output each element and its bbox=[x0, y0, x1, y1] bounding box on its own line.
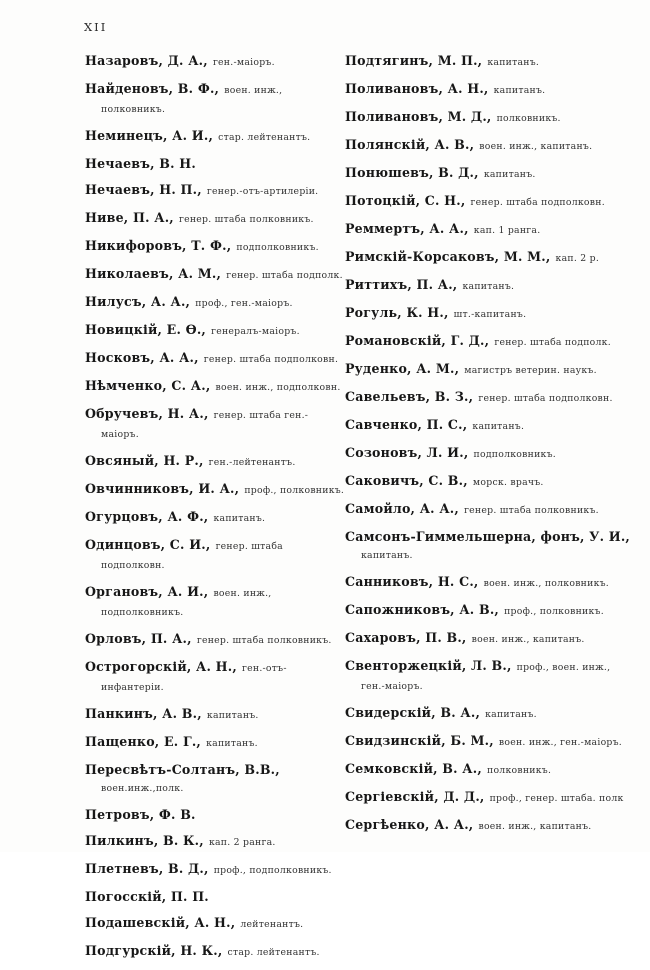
entry-rank: воен. инж., подполковн. bbox=[215, 382, 341, 393]
directory-entry bbox=[345, 732, 634, 751]
entry-name: Санниковъ, Н. С., bbox=[345, 574, 479, 589]
entry-rank: проф., полковникъ. bbox=[244, 485, 345, 496]
entry-name: Самойло, А. А., bbox=[345, 501, 459, 516]
entry-rank: генер. штаба подполковн. bbox=[101, 541, 283, 571]
page-number: XII bbox=[84, 20, 108, 34]
directory-entry bbox=[85, 583, 345, 621]
entry-name: Свидерскій, В. А., bbox=[345, 705, 481, 720]
entry-rank: генер. штаба подполк. bbox=[494, 337, 611, 348]
directory-entry bbox=[345, 816, 634, 835]
directory-entry bbox=[85, 155, 345, 172]
entry-name: Нечаевъ, Н. П., bbox=[85, 182, 202, 197]
entry-rank: ген.-маіоръ. bbox=[212, 57, 275, 68]
directory-entry bbox=[345, 52, 634, 71]
entry-name: Потоцкій, С. Н., bbox=[345, 193, 466, 208]
directory-entry bbox=[345, 276, 634, 295]
directory-entry bbox=[85, 377, 345, 396]
entry-name: Полянскій, А. В., bbox=[345, 137, 475, 152]
entry-name: Ниве, П. А., bbox=[85, 210, 174, 225]
entry-rank: капитанъ. bbox=[472, 421, 525, 432]
directory-entry bbox=[85, 942, 345, 961]
entry-name: Плетневъ, В. Д., bbox=[85, 861, 209, 876]
directory-entry bbox=[85, 705, 345, 724]
entry-rank: стар. лейтенантъ. bbox=[218, 132, 311, 143]
entry-rank: генер. штаба ген.-маіоръ. bbox=[101, 410, 309, 440]
directory-entry bbox=[85, 658, 345, 696]
directory-entry bbox=[85, 265, 345, 284]
entry-rank: полковникъ. bbox=[487, 765, 552, 776]
directory-entry bbox=[85, 630, 345, 649]
directory-entry bbox=[345, 332, 634, 351]
entry-name: Созоновъ, Л. И., bbox=[345, 445, 469, 460]
entry-rank: воен.инж.,полк. bbox=[101, 783, 184, 794]
directory-entry bbox=[345, 573, 634, 592]
entry-rank: стар. лейтенантъ. bbox=[227, 947, 320, 958]
directory-entry bbox=[85, 536, 345, 574]
entry-name: Никифоровъ, Т. Ф., bbox=[85, 238, 232, 253]
entry-rank: капитанъ. bbox=[206, 710, 259, 721]
directory-entry bbox=[85, 888, 345, 905]
entry-rank: воен. инж., капитанъ. bbox=[471, 634, 585, 645]
entry-rank: кап. 1 ранга. bbox=[473, 225, 541, 236]
entry-name: Семковскій, В. А., bbox=[345, 761, 482, 776]
entry-rank: генералъ-маіоръ. bbox=[211, 326, 300, 337]
directory-entry bbox=[345, 788, 634, 807]
entry-rank: полковникъ. bbox=[496, 113, 561, 124]
entry-name: Назаровъ, Д. А., bbox=[85, 53, 208, 68]
entry-rank: проф., генер. штаба. полк bbox=[489, 793, 624, 804]
entry-name: Сергіевскій, Д. Д., bbox=[345, 789, 485, 804]
entry-name: Носковъ, А. А., bbox=[85, 350, 199, 365]
entry-rank: лейтенантъ. bbox=[240, 919, 304, 930]
entry-rank: капитанъ. bbox=[361, 550, 413, 561]
directory-entry bbox=[345, 528, 634, 564]
entry-name: Римскій-Корсаковъ, М. М., bbox=[345, 249, 551, 264]
entry-name: Неминецъ, А. И., bbox=[85, 128, 214, 143]
entry-name: Органовъ, А. И., bbox=[85, 584, 209, 599]
entry-name: Риттихъ, П. А., bbox=[345, 277, 458, 292]
directory-entry bbox=[345, 472, 634, 491]
entry-rank: капитанъ. bbox=[213, 513, 266, 524]
directory-entry bbox=[345, 416, 634, 435]
directory-entry bbox=[85, 209, 345, 228]
entry-rank: кап. 2 р. bbox=[555, 253, 600, 264]
directory-entry bbox=[345, 704, 634, 723]
entry-name: Пересвѣтъ-Солтанъ, В.В., bbox=[85, 762, 280, 777]
directory-entry bbox=[345, 760, 634, 779]
directory-entry bbox=[345, 629, 634, 648]
directory-columns bbox=[85, 52, 634, 970]
directory-entry bbox=[85, 321, 345, 340]
directory-entry bbox=[85, 181, 345, 200]
entry-name: Самсонъ-Гиммельшерна, фонъ, У. И., bbox=[345, 529, 631, 544]
entry-name: Найденовъ, В. Ф., bbox=[85, 81, 220, 96]
entry-name: Одинцовъ, С. И., bbox=[85, 537, 211, 552]
directory-entry bbox=[85, 832, 345, 851]
entry-name: Обручевъ, Н. А., bbox=[85, 406, 209, 421]
entry-name: Орловъ, П. А., bbox=[85, 631, 192, 646]
entry-name: Понюшевъ, В. Д., bbox=[345, 165, 479, 180]
directory-entry bbox=[345, 500, 634, 519]
entry-name: Свенторжецкій, Л. В., bbox=[345, 658, 512, 673]
directory-entry bbox=[345, 164, 634, 183]
entry-name: Саковичъ, С. В., bbox=[345, 473, 468, 488]
entry-name: Свидзинскій, Б. М., bbox=[345, 733, 494, 748]
entry-rank: подполковникъ. bbox=[236, 242, 319, 253]
entry-name: Савельевъ, В. З., bbox=[345, 389, 474, 404]
entry-name: Сахаровъ, П. В., bbox=[345, 630, 467, 645]
entry-rank: воен. инж., подполковникъ. bbox=[101, 588, 272, 618]
entry-name: Сапожниковъ, А. В., bbox=[345, 602, 499, 617]
directory-entry bbox=[345, 192, 634, 211]
entry-name: Острогорскій, А. Н., bbox=[85, 659, 237, 674]
entry-rank: магистръ ветерин. наукъ. bbox=[464, 365, 597, 376]
directory-entry bbox=[85, 405, 345, 443]
entry-rank: подполковникъ. bbox=[473, 449, 556, 460]
entry-rank: проф., подполковникъ. bbox=[213, 865, 332, 876]
entry-rank: шт.-капитанъ. bbox=[453, 309, 527, 320]
directory-entry bbox=[85, 508, 345, 527]
entry-rank: воен. инж., капитанъ. bbox=[479, 141, 593, 152]
entry-rank: ген.-отъ-инфантеріи. bbox=[101, 663, 287, 693]
entry-rank: генер.-отъ-артилеріи. bbox=[206, 186, 319, 197]
entry-rank: воен. инж., ген.-маіоръ. bbox=[498, 737, 622, 748]
entry-name: Нечаевъ, В. Н. bbox=[85, 156, 196, 171]
directory-entry bbox=[85, 480, 345, 499]
entry-name: Подгурскій, Н. К., bbox=[85, 943, 223, 958]
directory-entry bbox=[345, 388, 634, 407]
entry-name: Савченко, П. С., bbox=[345, 417, 468, 432]
entry-rank: капитанъ. bbox=[487, 57, 540, 68]
entry-rank: капитанъ. bbox=[206, 738, 258, 749]
entry-rank: проф., ген.-маіоръ. bbox=[195, 298, 293, 309]
entry-name: Огурцовъ, А. Ф., bbox=[85, 509, 209, 524]
directory-entry bbox=[85, 293, 345, 312]
directory-entry bbox=[345, 601, 634, 620]
right-column bbox=[345, 52, 634, 970]
directory-entry bbox=[345, 248, 634, 267]
entry-name: Овчинниковъ, И. А., bbox=[85, 481, 240, 496]
entry-rank: генер. штаба подполковн. bbox=[478, 393, 613, 404]
entry-name: Реммертъ, А. А., bbox=[345, 221, 469, 236]
entry-name: Поливановъ, А. Н., bbox=[345, 81, 489, 96]
entry-name: Рогуль, К. Н., bbox=[345, 305, 449, 320]
entry-rank: генер. штаба полковникъ. bbox=[178, 214, 314, 225]
entry-rank: капитанъ. bbox=[462, 281, 515, 292]
entry-rank: генер. штаба подполковн. bbox=[470, 197, 605, 208]
entry-name: Поливановъ, М. Д., bbox=[345, 109, 492, 124]
entry-rank: проф., полковникъ. bbox=[504, 606, 604, 617]
entry-rank: капитанъ. bbox=[485, 709, 537, 720]
left-column bbox=[85, 52, 345, 970]
entry-name: Погосскій, П. П. bbox=[85, 889, 209, 904]
directory-entry bbox=[345, 304, 634, 323]
entry-rank: воен. инж., капитанъ. bbox=[478, 821, 592, 832]
entry-name: Романовскій, Г. Д., bbox=[345, 333, 490, 348]
directory-entry bbox=[345, 657, 634, 695]
entry-rank: кап. 2 ранга. bbox=[208, 837, 276, 848]
entry-name: Петровъ, Ф. В. bbox=[85, 807, 196, 822]
directory-entry bbox=[85, 914, 345, 933]
entry-name: Нѣмченко, С. А., bbox=[85, 378, 211, 393]
entry-rank: ген.-лейтенантъ. bbox=[208, 457, 296, 468]
entry-rank: генер. штаба подполк. bbox=[226, 270, 343, 281]
directory-entry bbox=[85, 237, 345, 256]
directory-entry bbox=[85, 806, 345, 823]
directory-entry bbox=[85, 452, 345, 471]
entry-rank: капитанъ. bbox=[493, 85, 546, 96]
directory-entry bbox=[85, 761, 345, 797]
entry-name: Пащенко, Е. Г., bbox=[85, 734, 202, 749]
entry-name: Панкинъ, А. В., bbox=[85, 706, 202, 721]
entry-name: Новицкій, Е. Ѳ., bbox=[85, 322, 206, 337]
directory-entry bbox=[85, 80, 345, 118]
entry-name: Подашевскій, А. Н., bbox=[85, 915, 236, 930]
directory-entry bbox=[85, 349, 345, 368]
entry-name: Подтягинъ, М. П., bbox=[345, 53, 483, 68]
directory-entry bbox=[85, 860, 345, 879]
entry-rank: генер. штаба полковникъ. bbox=[196, 635, 332, 646]
directory-entry bbox=[85, 733, 345, 752]
entry-rank: воен. инж., полковникъ. bbox=[101, 85, 283, 115]
directory-entry bbox=[345, 220, 634, 239]
entry-rank: генер. штаба подполковн. bbox=[203, 354, 339, 365]
entry-rank: проф., воен. инж., ген.-маіоръ. bbox=[361, 662, 611, 692]
directory-entry bbox=[345, 108, 634, 127]
entry-rank: капитанъ. bbox=[483, 169, 536, 180]
entry-name: Николаевъ, А. М., bbox=[85, 266, 222, 281]
entry-name: Пилкинъ, В. К., bbox=[85, 833, 204, 848]
directory-entry bbox=[85, 52, 345, 71]
entry-name: Нилусъ, А. А., bbox=[85, 294, 191, 309]
directory-entry bbox=[345, 80, 634, 99]
directory-entry bbox=[345, 444, 634, 463]
directory-entry bbox=[345, 360, 634, 379]
entry-name: Овсяный, Н. Р., bbox=[85, 453, 204, 468]
entry-rank: воен. инж., полковникъ. bbox=[483, 578, 610, 589]
directory-entry bbox=[85, 127, 345, 146]
entry-name: Сергѣенко, А. А., bbox=[345, 817, 474, 832]
entry-name: Руденко, А. М., bbox=[345, 361, 460, 376]
entry-rank: генер. штаба полковникъ. bbox=[464, 505, 599, 516]
entry-rank: морск. врачъ. bbox=[472, 477, 544, 488]
directory-entry bbox=[345, 136, 634, 155]
